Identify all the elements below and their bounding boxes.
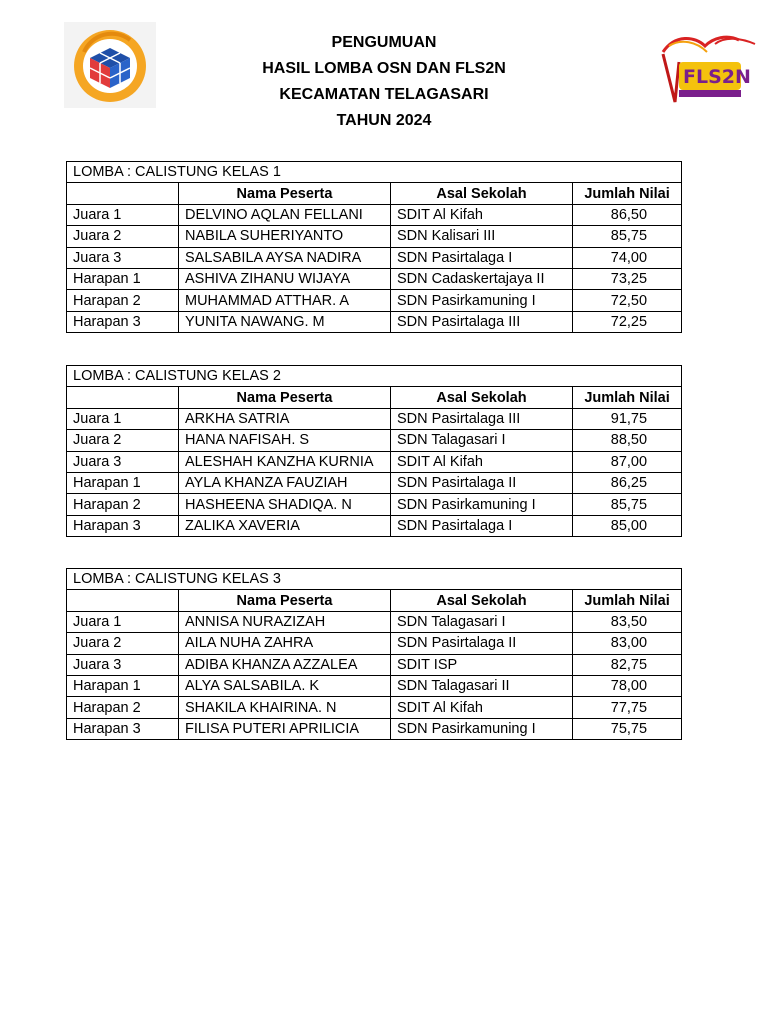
score-cell: 85,75 [573,494,682,515]
header-name: Nama Peserta [179,183,391,204]
score-cell: 86,50 [573,204,682,225]
table-row [67,290,682,311]
header-rank [67,387,179,408]
table-title-row [67,162,682,183]
rank-cell: Juara 3 [67,247,179,268]
name-cell: NABILA SUHERIYANTO [179,226,391,247]
table-title: LOMBA : CALISTUNG KELAS 3 [67,569,682,590]
table-title: LOMBA : CALISTUNG KELAS 2 [67,366,682,387]
name-cell: HASHEENA SHADIQA. N [179,494,391,515]
score-cell: 72,25 [573,311,682,332]
school-cell: SDN Kalisari III [391,226,573,247]
name-cell: AILA NUHA ZAHRA [179,633,391,654]
svg-text:FLS2N: FLS2N [683,66,751,88]
rank-cell: Juara 2 [67,226,179,247]
score-cell: 75,75 [573,718,682,739]
rank-cell: Harapan 1 [67,268,179,289]
rank-cell: Harapan 3 [67,515,179,536]
table-row [67,718,682,739]
table-row [67,675,682,696]
score-cell: 86,25 [573,472,682,493]
name-cell: ALYA SALSABILA. K [179,675,391,696]
school-cell: SDIT Al Kifah [391,451,573,472]
score-cell: 88,50 [573,430,682,451]
results-table-kelas-2 [66,365,682,537]
header-score: Jumlah Nilai [573,183,682,204]
results-table-kelas-1 [66,161,682,333]
table-row [67,268,682,289]
results-table-kelas-3 [66,568,682,740]
title-line-3: KECAMATAN TELAGASARI [279,86,489,103]
table-title-row [67,366,682,387]
score-cell: 91,75 [573,408,682,429]
score-cell: 78,00 [573,675,682,696]
table-row [67,472,682,493]
title-line-1: PENGUMUAN [331,34,437,51]
table-header-row [67,183,682,204]
rank-cell: Juara 3 [67,451,179,472]
header-name: Nama Peserta [179,590,391,611]
header-school: Asal Sekolah [391,387,573,408]
table-row [67,204,682,225]
table-row [67,430,682,451]
header-rank [67,590,179,611]
rank-cell: Harapan 1 [67,472,179,493]
fls2n-logo-icon [655,32,760,110]
rank-cell: Harapan 2 [67,290,179,311]
header-school: Asal Sekolah [391,183,573,204]
name-cell: HANA NAFISAH. S [179,430,391,451]
table-row [67,633,682,654]
score-cell: 83,00 [573,633,682,654]
table-row [67,226,682,247]
rank-cell: Juara 3 [67,654,179,675]
name-cell: ASHIVA ZIHANU WIJAYA [179,268,391,289]
title-line-4: TAHUN 2024 [336,112,432,129]
school-cell: SDN Pasirtalaga I [391,515,573,536]
school-cell: SDN Cadaskertajaya II [391,268,573,289]
table-row [67,451,682,472]
table-title-row [67,569,682,590]
header-school: Asal Sekolah [391,590,573,611]
school-cell: SDN Talagasari II [391,675,573,696]
school-cell: SDIT Al Kifah [391,697,573,718]
school-cell: SDIT Al Kifah [391,204,573,225]
school-cell: SDN Pasirtalaga III [391,408,573,429]
score-cell: 74,00 [573,247,682,268]
school-cell: SDN Talagasari I [391,430,573,451]
name-cell: ANNISA NURAZIZAH [179,611,391,632]
score-cell: 73,25 [573,268,682,289]
name-cell: MUHAMMAD ATTHAR. A [179,290,391,311]
school-cell: SDN Pasirtalaga II [391,472,573,493]
name-cell: FILISA PUTERI APRILICIA [179,718,391,739]
table-row [67,654,682,675]
rank-cell: Harapan 3 [67,311,179,332]
title-line-2: HASIL LOMBA OSN DAN FLS2N [262,60,506,77]
name-cell: SALSABILA AYSA NADIRA [179,247,391,268]
score-cell: 83,50 [573,611,682,632]
fls2n-logo-text [683,66,751,88]
rank-cell: Harapan 2 [67,697,179,718]
name-cell: YUNITA NAWANG. M [179,311,391,332]
school-cell: SDN Talagasari I [391,611,573,632]
school-cell: SDN Pasirtalaga III [391,311,573,332]
name-cell: ZALIKA XAVERIA [179,515,391,536]
rank-cell: Harapan 3 [67,718,179,739]
table-row [67,515,682,536]
rank-cell: Harapan 2 [67,494,179,515]
header-score: Jumlah Nilai [573,387,682,408]
announcement-title [0,30,768,134]
score-cell: 85,75 [573,226,682,247]
table-header-row [67,590,682,611]
school-cell: SDN Pasirtalaga I [391,247,573,268]
table-row [67,697,682,718]
table-row [67,247,682,268]
score-cell: 82,75 [573,654,682,675]
score-cell: 87,00 [573,451,682,472]
name-cell: ALESHAH KANZHA KURNIA [179,451,391,472]
header-rank [67,183,179,204]
rank-cell: Juara 2 [67,633,179,654]
rank-cell: Harapan 1 [67,675,179,696]
school-cell: SDN Pasirtalaga II [391,633,573,654]
header-score: Jumlah Nilai [573,590,682,611]
header-name: Nama Peserta [179,387,391,408]
school-cell: SDN Pasirkamuning I [391,718,573,739]
table-row [67,494,682,515]
score-cell: 72,50 [573,290,682,311]
rank-cell: Juara 1 [67,408,179,429]
school-cell: SDIT ISP [391,654,573,675]
table-row [67,408,682,429]
name-cell: AYLA KHANZA FAUZIAH [179,472,391,493]
rank-cell: Juara 1 [67,204,179,225]
table-row [67,611,682,632]
name-cell: ADIBA KHANZA AZZALEA [179,654,391,675]
score-cell: 85,00 [573,515,682,536]
rank-cell: Juara 1 [67,611,179,632]
name-cell: SHAKILA KHAIRINA. N [179,697,391,718]
score-cell: 77,75 [573,697,682,718]
rank-cell: Juara 2 [67,430,179,451]
school-cell: SDN Pasirkamuning I [391,290,573,311]
name-cell: ARKHA SATRIA [179,408,391,429]
table-title: LOMBA : CALISTUNG KELAS 1 [67,162,682,183]
table-row [67,311,682,332]
school-cell: SDN Pasirkamuning I [391,494,573,515]
name-cell: DELVINO AQLAN FELLANI [179,204,391,225]
table-header-row [67,387,682,408]
